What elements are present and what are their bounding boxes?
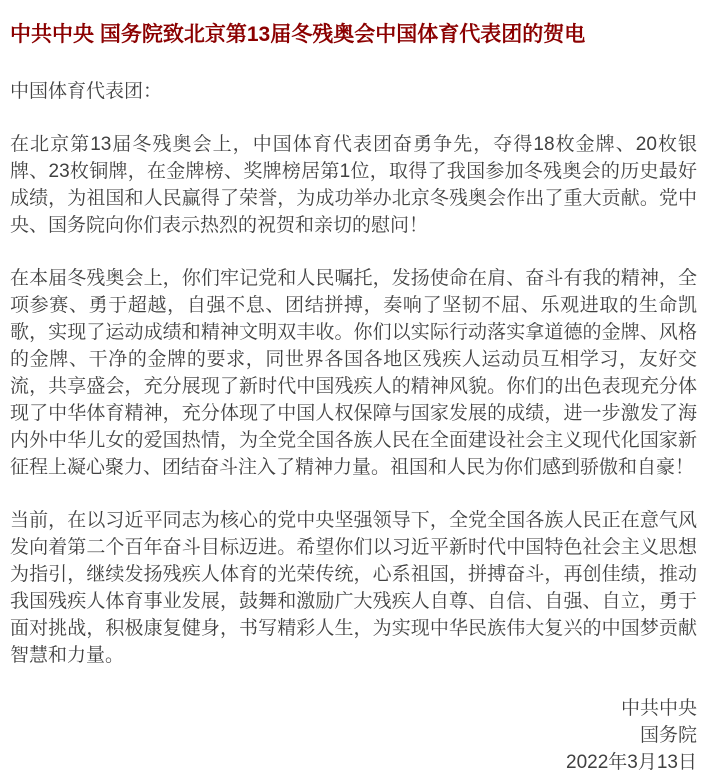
article-title: 中共中央 国务院致北京第13届冬残奥会中国体育代表团的贺电 [10, 23, 586, 46]
paragraph-1: 在北京第13届冬残奥会上，中国体育代表团奋勇争先，夺得18枚金牌、20枚银牌、23枚铜牌，在金牌榜、奖牌榜居第1位，取得了我国参加冬残奥会的历史最好成绩，为祖国和人民赢得了荣誉，为成功举办北京冬残奥会作出了重大贡献。党中央、国务院向你们表示热烈的祝贺和亲切的慰问！ [10, 134, 697, 236]
signature-sender-party: 中共中央 [620, 698, 697, 719]
signature-block [10, 695, 697, 776]
salutation: 中国体育代表团： [10, 81, 163, 102]
paragraph-3: 当前，在以习近平同志为核心的党中央坚强领导下，全党全国各族人民正在意气风发向着第二个百年奋斗目标迈进。希望你们以习近平新时代中国特色社会主义思想为指引，继续发扬残疾人体育的光荣传统，心系祖国，拼搏奋斗，再创佳绩，推动我国残疾人体育事业发展，鼓舞和激励广大残疾人自尊、自信、自强、自立，勇于面对挑战，积极康复健身，书写精彩人生，为实现中华民族伟大复兴的中国梦贡献智慧和力量。 [10, 510, 697, 666]
paragraph-2: 在本届冬残奥会上，你们牢记党和人民嘱托，发扬使命在肩、奋斗有我的精神，全项参赛、勇于超越，自强不息、团结拼搏，奏响了坚韧不屈、乐观进取的生命凯歌，实现了运动成绩和精神文明双丰收。你们以实际行动落实拿道德的金牌、风格的金牌、干净的金牌的要求，同世界各国各地区残疾人运动员互相学习，友好交流，共享盛会，充分展现了新时代中国残疾人的精神风貌。你们的出色表现充分体现了中华体育精神，充分体现了中国人权保障与国家发展的成绩，进一步激发了海内外中华儿女的爱国热情，为全党全国各族人民在全面建设社会主义现代化国家新征程上凝心聚力、团结奋斗注入了精神力量。祖国和人民为你们感到骄傲和自豪！ [10, 268, 697, 478]
signature-date: 2022年3月13日 [566, 752, 697, 773]
signature-sender-council: 国务院 [639, 725, 697, 746]
